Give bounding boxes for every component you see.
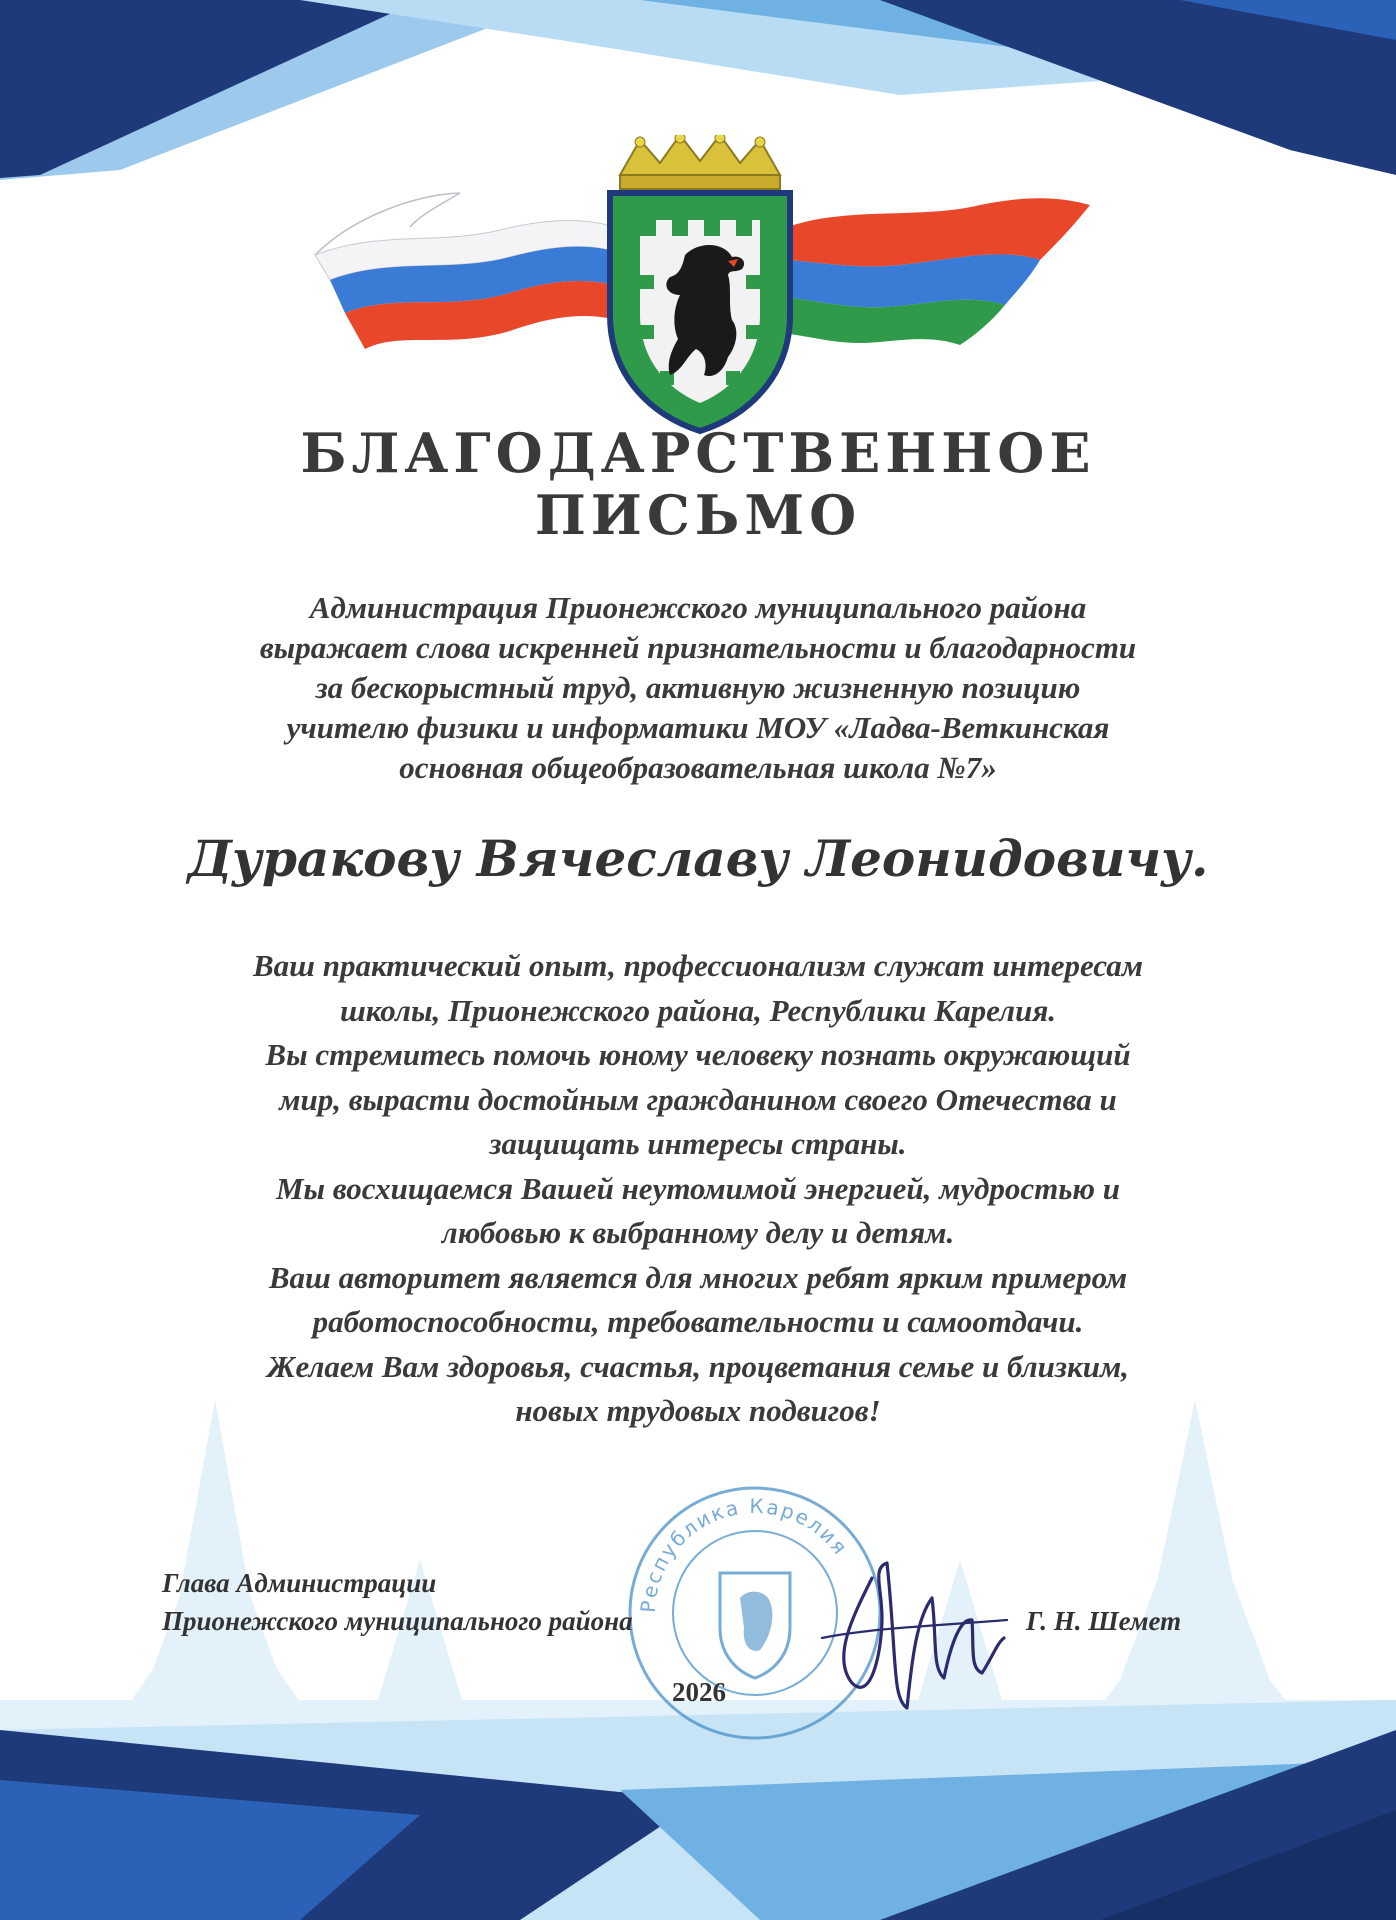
intro-line: Администрация Прионежского муниципального района bbox=[309, 590, 1087, 625]
russian-flag-icon bbox=[315, 193, 620, 349]
body-line: школы, Прионежского района, Республики Карелия. bbox=[339, 992, 1057, 1028]
body-line: Мы восхищаемся Вашей неутомимой энергией, мудростью и bbox=[275, 1170, 1121, 1206]
body-line: мир, вырасти достойным гражданином своего Отечества и bbox=[279, 1081, 1117, 1117]
signatory-name: Г. Н. Шемет bbox=[1026, 1606, 1182, 1636]
crown-icon bbox=[620, 135, 780, 189]
body-line: любовью к выбранному делу и детям. bbox=[441, 1215, 955, 1250]
karelia-flag-icon bbox=[780, 198, 1090, 345]
coat-of-arms-emblem bbox=[300, 135, 1100, 435]
intro-line: выражает слова искренней признательности и благодарности bbox=[259, 630, 1137, 665]
body-line: Ваш практический опыт, профессионализм служат интересам bbox=[253, 948, 1143, 983]
intro-line: основная общеобразовательная школа №7» bbox=[399, 750, 997, 785]
body-line: работоспособности, требовательности и самоотдачи. bbox=[312, 1304, 1084, 1339]
body-line: новых трудовых подвигов! bbox=[515, 1393, 881, 1428]
handwritten-signature bbox=[812, 1508, 1012, 1728]
signatory-role-line: Глава Администрации bbox=[162, 1568, 437, 1598]
signatory-role-line: Прионежского муниципального района bbox=[162, 1606, 633, 1636]
signatory-role bbox=[162, 1564, 633, 1640]
document-title-line-2: ПИСЬМО bbox=[534, 483, 862, 547]
body-line: Вы стремитесь помочь юному человеку познать окружающий bbox=[265, 1037, 1131, 1072]
body-paragraph bbox=[110, 944, 1286, 1434]
recipient-name: Дуракову Вячеславу Леонидовичу. bbox=[187, 829, 1209, 888]
body-line: Ваш авторитет является для многих ребят ярким примером bbox=[268, 1259, 1128, 1295]
document-year: 2026 bbox=[672, 1677, 726, 1707]
intro-line: учителю физики и информатики МОУ «Ладва-Веткинская bbox=[286, 710, 1110, 745]
body-line: Желаем Вам здоровья, счастья, процветания семье и близким, bbox=[267, 1348, 1129, 1384]
intro-line: за бескорыстный труд, активную жизненную позицию bbox=[315, 670, 1081, 705]
shield-icon bbox=[610, 193, 790, 431]
stamp-text-top: Республика Карелия bbox=[635, 1493, 854, 1614]
body-line: защищать интересы страны. bbox=[489, 1126, 907, 1161]
document-title-line-1: БЛАГОДАРСТВЕННОЕ bbox=[300, 421, 1096, 485]
intro-paragraph bbox=[120, 588, 1276, 788]
